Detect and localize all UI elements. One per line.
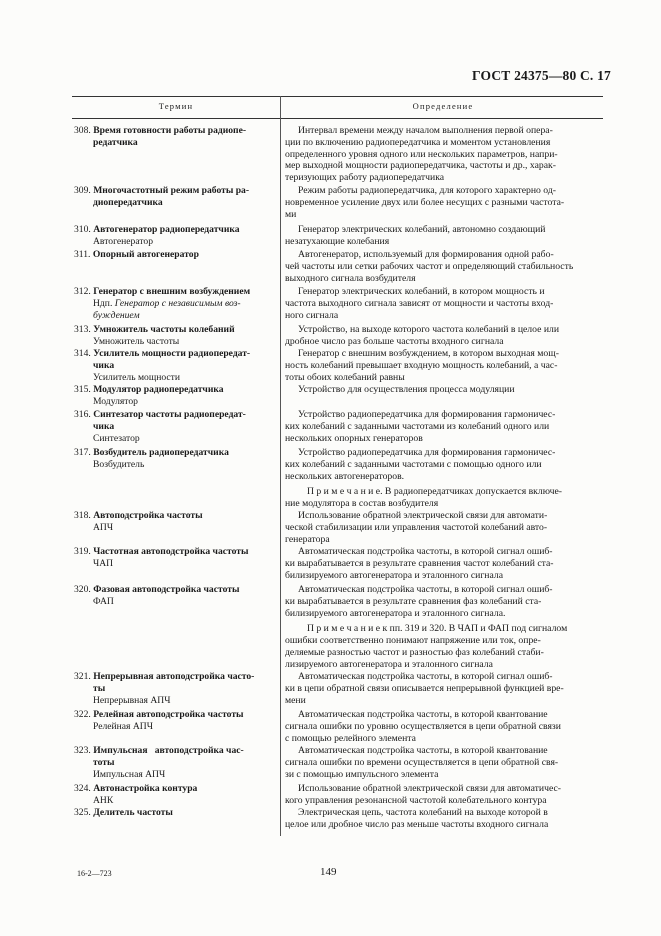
term-number: 311.: [74, 249, 91, 260]
definition-cell: [285, 185, 601, 220]
definition-cell: [285, 324, 601, 348]
term-title: [74, 324, 277, 336]
definition-cell: [285, 348, 601, 383]
term-short-form: Умножитель частоты: [93, 335, 180, 347]
term-text: Автонастройка контура: [93, 783, 198, 794]
definition-text: Электрическая цепь, частота колебаний на выходе которой в целое или дробное число раз меньше частоты входного сигнала: [285, 807, 549, 830]
definition-cell: [285, 249, 601, 284]
term-title: [74, 510, 277, 522]
term-text: Усилитель мощности радиопередат-: [93, 348, 251, 359]
term-cell: [74, 584, 277, 608]
term-number: 309.: [74, 185, 91, 196]
term-number: 322.: [74, 709, 91, 720]
term-title: [74, 584, 277, 596]
definition-cell: [285, 745, 601, 780]
term-short-form: Релейная АПЧ: [93, 720, 153, 732]
term-short-form: Усилитель мощности: [93, 371, 180, 383]
term-text: тоты: [93, 756, 115, 768]
term-title: [74, 546, 277, 558]
standard-header: ГОСТ 24375—80 С. 17: [472, 68, 611, 83]
definition-text: Автоматическая подстройка частоты, в которой квантование сигнала ошибки по уровню осуществляется в цепи обратной связи с помощью релейного элемента: [285, 709, 561, 744]
term-cell: [74, 249, 277, 261]
term-title: [74, 671, 277, 683]
term-text: Время готовности работы радиопе-: [93, 125, 247, 136]
page-number: 149: [320, 866, 337, 878]
term-number: 323.: [74, 745, 91, 756]
term-number: 324.: [74, 783, 91, 794]
definition-cell: [285, 224, 601, 248]
definition-cell: [285, 584, 601, 671]
term-short-form: ЧАП: [93, 557, 114, 569]
term-number: 308.: [74, 125, 91, 136]
term-text: Умножитель частоты колебаний: [93, 324, 235, 335]
definition-cell: [285, 286, 601, 321]
definition-text: Устройство радиопередатчика для формирования гармоничес- ких колебаний с заданными частотами с помощью одного или нескольких автогенераторов.: [285, 447, 556, 482]
term-short-form: ФАП: [93, 595, 114, 607]
deprecated-marker: Ндп.: [93, 297, 113, 309]
definition-text: Устройство для осуществления процесса модуляции: [298, 384, 515, 395]
term-cell: [74, 185, 277, 209]
column-header-term: Термин: [158, 101, 194, 111]
definition-text: Автоматическая подстройка частоты, в которой сигнал ошиб- ки в цепи обратной связи описывается непрерывной функцией вре- мени: [285, 671, 564, 706]
term-text: Генератор с внешним возбуждением: [93, 286, 251, 297]
term-text: Опорный автогенератор: [92, 249, 199, 260]
term-title: [74, 409, 277, 421]
term-number: 313.: [74, 324, 91, 335]
term-text: редатчика: [93, 136, 138, 148]
term-short-form: Автогенератор: [93, 235, 154, 247]
deprecated-term: [74, 298, 277, 310]
term-cell: [74, 324, 277, 348]
term-cell: [74, 447, 277, 471]
term-cell: [74, 409, 277, 444]
definition-cell: [285, 546, 601, 581]
term-title: [74, 709, 277, 721]
deprecated-term-text: Генератор с независимым воз-: [114, 297, 241, 309]
term-title-continued: [74, 197, 277, 209]
term-text: Автогенератор радиопередатчика: [93, 224, 240, 235]
definition-cell: [285, 409, 601, 444]
term-title: [74, 807, 277, 819]
term-text: Возбудитель радиопередатчика: [93, 447, 229, 458]
term-title-continued: [74, 421, 277, 433]
term-text: Многочастотный режим работы ра-: [93, 185, 250, 196]
term-title: [74, 348, 277, 360]
definition-text: Автогенератор, используемый для формирования одной рабо- чей частоты или сетки рабочих частот и определяющий стабильность выходного сигнала возбудителя: [285, 249, 574, 284]
term-cell: [74, 224, 277, 248]
term-cell: [74, 745, 277, 780]
term-number: 315.: [74, 384, 91, 395]
term-cell: [74, 384, 277, 408]
definition-text: Использование обратной электрической связи для автомати- ческой стабилизации или управления частотой колебаний авто- генератора: [285, 510, 548, 545]
term-text: Фазовая автоподстройка частоты: [93, 584, 240, 595]
definition-cell: [285, 384, 601, 396]
term-number: 318.: [74, 510, 91, 521]
definition-cell: [285, 671, 601, 706]
definition-cell: [285, 709, 601, 744]
definition-cell: [285, 807, 601, 831]
term-cell: [74, 807, 277, 819]
term-text: чика: [93, 420, 115, 432]
term-title: [74, 783, 277, 795]
term-number: 321.: [74, 671, 91, 682]
term-text: ты: [93, 682, 106, 694]
definition-text: Режим работы радиопередатчика, для которого характерно од- новременное усиление двух или более несущих с разными частота- ми: [285, 185, 565, 220]
term-text: Импульсная автоподстройка час-: [93, 745, 244, 756]
deprecated-term-text-continued: буждением: [93, 309, 140, 321]
definition-cell: [285, 510, 601, 545]
term-title: [74, 125, 277, 137]
term-short-form: АПЧ: [93, 521, 114, 533]
term-text: Частотная автоподстройка частоты: [93, 546, 249, 557]
term-number: 312.: [74, 286, 91, 297]
definition-text: Использование обратной электрической связи для автоматичес- кого управления резонансной частотой колебательного контура: [285, 783, 562, 806]
definition-text: Генератор электрических колебаний, в котором мощность и частота выходного сигнала зависят от мощности и частоты вход- ного сигнала: [285, 286, 554, 321]
term-title: [74, 745, 277, 757]
definition-cell: [285, 447, 601, 510]
definition-text: Автоматическая подстройка частоты, в которой квантование сигнала ошибки по времени осуществляется в цепи обратной свя- зи с помощью импульсного элемента: [285, 745, 559, 780]
term-title: [74, 384, 277, 396]
term-title: [74, 249, 277, 261]
term-short-form: Возбудитель: [93, 458, 145, 470]
term-text: Модулятор радиопередатчика: [93, 384, 224, 395]
term-title-continued: [74, 757, 277, 769]
term-cell: [74, 783, 277, 807]
definition-text: Устройство, на выходе которого частота колебаний в целое или дробное число раз больше частоты входного сигнала: [285, 324, 560, 347]
term-short-form: Синтезатор: [93, 432, 140, 444]
term-cell: [74, 348, 277, 383]
term-number: 325.: [74, 807, 91, 818]
definition-note: П р и м е ч а н и е. В радиопередатчиках допускается включе- ние модулятора в состав возбудителя: [285, 486, 562, 510]
term-title-continued: [74, 137, 277, 149]
table-top-rule: [72, 96, 603, 97]
term-title: [74, 224, 277, 236]
definition-text: Генератор с внешним возбуждением, в котором выходная мощ- ность колебаний превышает входную мощность колебаний, а час- тоты обоих колебаний равны: [285, 348, 559, 383]
term-short-form: АНК: [93, 794, 114, 806]
definition-text: Устройство радиопередатчика для формирования гармоничес- ких колебаний с заданными частотами из колебаний одного или нескольких опорных генераторов: [285, 409, 556, 444]
term-number: 319.: [74, 546, 91, 557]
term-number: 310.: [74, 224, 91, 235]
term-short-form: Непрерывная АПЧ: [93, 694, 171, 706]
column-header-definition: Определение: [412, 101, 474, 111]
term-title-continued: [74, 683, 277, 695]
term-title: [74, 185, 277, 197]
term-cell: [74, 671, 277, 706]
term-text: диопередатчика: [93, 196, 163, 208]
definition-text: Автоматическая подстройка частоты, в которой сигнал ошиб- ки вырабатывается в результате сравнения фаз колебаний ста- билизируемого автогенератора и эталонного сигнала.: [285, 584, 553, 619]
definition-cell: [285, 125, 601, 184]
term-text: Непрерывная автоподстройка часто-: [93, 671, 255, 682]
term-cell: [74, 510, 277, 534]
definition-text: Автоматическая подстройка частоты, в которой сигнал ошиб- ки вырабатывается в результате сравнения частот колебаний ста- билизируемого автогенератора и эталонного сигнала: [285, 546, 554, 581]
term-text: Синтезатор частоты радиопередат-: [93, 409, 246, 420]
definition-text: Генератор электрических колебаний, автономно создающий незатухающие колебания: [285, 224, 546, 247]
term-text: чика: [93, 359, 115, 371]
term-cell: [74, 546, 277, 570]
term-title-continued: [74, 360, 277, 372]
term-text: Автоподстройка частоты: [93, 510, 203, 521]
term-short-form: Импульсная АПЧ: [93, 768, 166, 780]
term-number: 316.: [74, 409, 91, 420]
definition-text: Интервал времени между началом выполнения первой опера- ции по включению радиопередатчика и моментом установления определенного уровня одного или нескольких параметров, напри- мер выходной мощности радиопередатчика, частоты и др., харак- теризующих работу радиопередатчика: [285, 125, 558, 184]
term-number: 317.: [74, 447, 91, 458]
term-number: 314.: [74, 348, 91, 359]
term-title: [74, 447, 277, 459]
term-short-form: Модулятор: [93, 395, 138, 407]
term-text: Делитель частоты: [93, 807, 173, 818]
term-cell: [74, 709, 277, 733]
print-code: 16-2—723: [77, 869, 112, 878]
column-separator: [280, 96, 281, 836]
table-header-rule: [72, 118, 603, 119]
term-cell: [74, 286, 277, 321]
definition-cell: [285, 783, 601, 807]
definition-note: П р и м е ч а н и е к пп. 319 и 320. В ЧАП и ФАП под сигналом ошибки соответственно понимают напряжение или ток, опре- деляемые разностью частот и разностью фаз колебаний стаби- лизируемого автогенератора и эталонного сигнала: [285, 623, 568, 670]
term-cell: [74, 125, 277, 149]
term-title: [74, 286, 277, 298]
term-text: Релейная автоподстройка частоты: [93, 709, 244, 720]
term-number: 320.: [74, 584, 91, 595]
